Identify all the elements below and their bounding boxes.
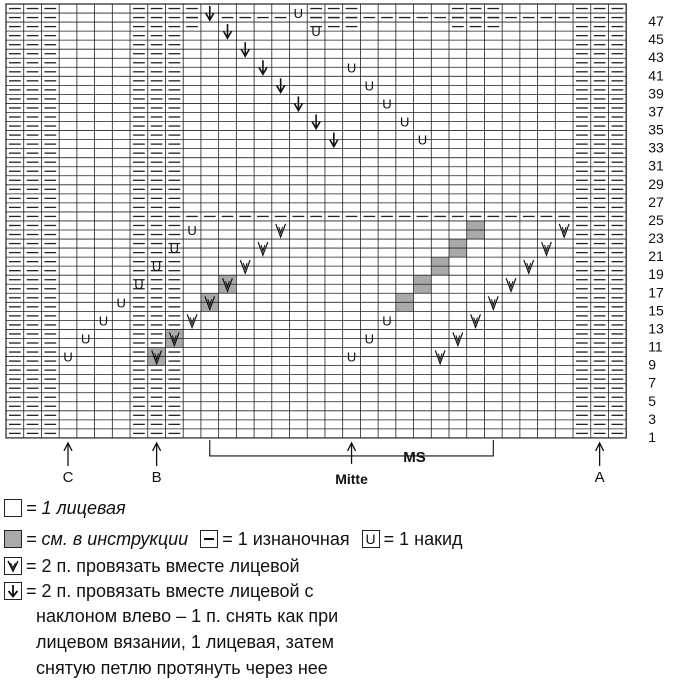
row-number: 5	[648, 392, 656, 409]
legend-knit-text: = 1 лицевая	[26, 498, 126, 518]
yo-symbol-icon: U	[293, 6, 304, 22]
ms-label: MS	[403, 448, 426, 466]
row-number: 9	[648, 356, 656, 373]
mitte-label: Mitte	[335, 470, 368, 487]
row-number: 23	[648, 230, 664, 247]
yo-symbol-icon: U	[311, 24, 321, 40]
row-number: 1	[648, 428, 656, 445]
legend-ssk	[4, 580, 314, 602]
row-number: 35	[648, 121, 664, 138]
yo-symbol-icon: U	[362, 530, 380, 548]
marker-c-label: C	[62, 468, 74, 486]
yo-symbol-icon: U	[364, 78, 374, 94]
gray-symbol-icon	[4, 530, 22, 548]
row-number: 31	[648, 157, 664, 174]
yo-symbol-icon: U	[63, 349, 73, 365]
legend-k2tog	[4, 555, 300, 577]
row-number: 7	[648, 374, 656, 391]
row-number: 25	[648, 211, 664, 228]
legend-yo-text: = 1 накид	[383, 529, 463, 549]
yo-symbol-icon: U	[417, 132, 428, 148]
row-number: 37	[648, 103, 664, 120]
knit-symbol-icon	[4, 499, 22, 517]
legend-gray-purl-yo	[4, 528, 463, 550]
legend-purl-text: = 1 изнаночная	[222, 529, 350, 549]
yo-symbol-icon: U	[382, 96, 392, 112]
row-number: 29	[648, 175, 664, 192]
legend-ssk-text-3: лицевом вязании, 1 лицевая, затем	[36, 632, 334, 652]
legend-ssk-text-2: наклоном влево – 1 п. снять как при	[36, 606, 339, 626]
legend-ssk-text-1: = 2 п. провязать вместе лицевой с	[26, 581, 314, 601]
yo-symbol-icon: U	[187, 223, 197, 238]
legend-gray-text: = см. в инструкции	[26, 529, 189, 549]
yo-symbol-icon: U	[98, 313, 109, 329]
yo-symbol-icon: U	[382, 313, 392, 329]
row-number: 17	[648, 284, 664, 301]
k2tog-symbol-icon	[4, 557, 22, 575]
row-number: 41	[648, 67, 664, 84]
yo-symbol-icon: U	[169, 241, 180, 257]
row-number: 39	[648, 85, 664, 102]
yo-symbol-icon: U	[400, 114, 410, 130]
yo-symbol-icon: U	[364, 331, 374, 347]
yo-symbol-icon: U	[116, 295, 126, 311]
marker-b-label: B	[151, 468, 162, 486]
row-number: 33	[648, 139, 664, 156]
purl-symbol-icon	[200, 530, 218, 548]
marker-a-label: A	[594, 468, 605, 486]
yo-symbol-icon: U	[346, 60, 357, 76]
legend-knit	[4, 497, 126, 519]
row-number: 15	[648, 302, 664, 319]
yo-symbol-icon: U	[346, 349, 357, 365]
yo-symbol-icon: U	[151, 259, 162, 275]
row-number: 3	[648, 410, 656, 427]
row-number: 21	[648, 248, 664, 265]
row-number: 13	[648, 320, 664, 337]
row-number: 27	[648, 193, 664, 210]
row-number: 45	[648, 31, 664, 48]
yo-symbol-icon: U	[81, 331, 91, 347]
legend-ssk-text-4: снятую петлю протянуть через нее	[36, 658, 328, 678]
yo-symbol-icon: U	[134, 277, 144, 293]
row-number: 47	[648, 13, 664, 30]
row-number: 11	[648, 338, 663, 355]
ssk-arrow-symbol-icon	[4, 582, 22, 600]
legend-k2tog-text: = 2 п. провязать вместе лицевой	[26, 556, 300, 576]
row-number: 43	[648, 49, 664, 66]
row-number: 19	[648, 266, 664, 283]
